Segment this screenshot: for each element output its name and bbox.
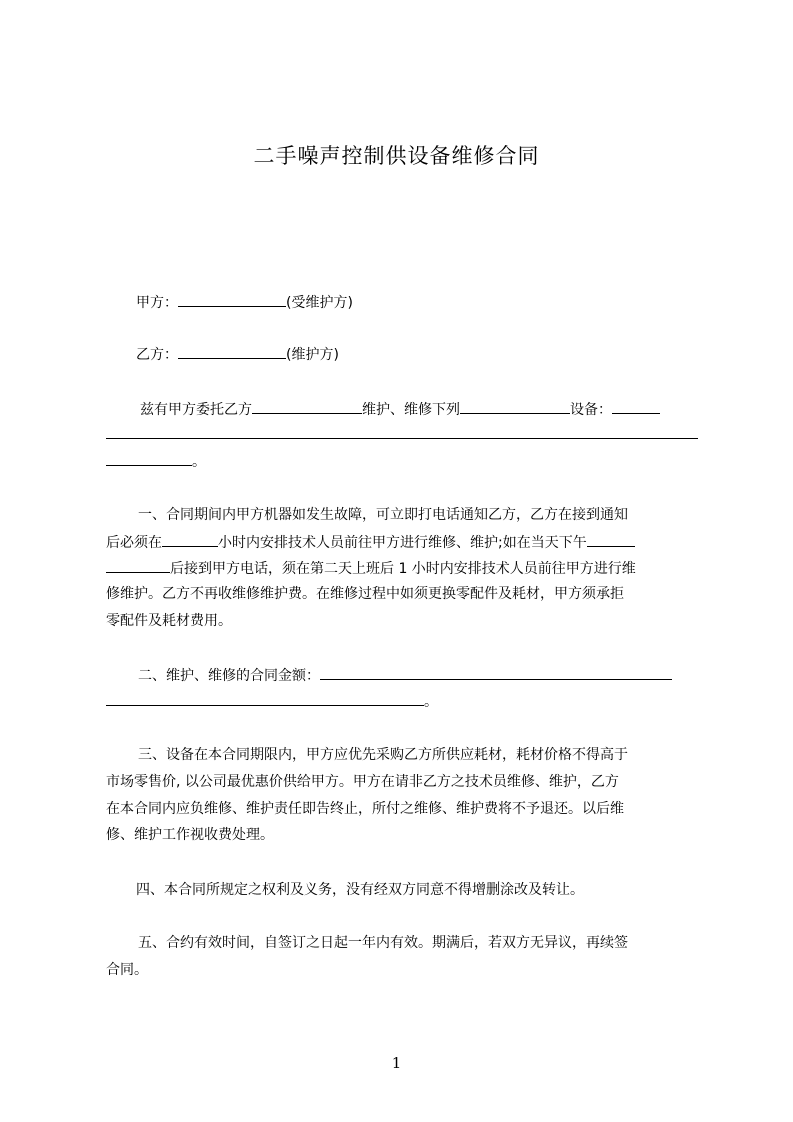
- party-b-blank: [178, 344, 286, 359]
- clause-1-line-3: [106, 558, 636, 579]
- intro-blank-5: [106, 451, 192, 466]
- clause-1-line-2: [106, 532, 635, 553]
- clause-1-time-blank-a: [587, 532, 635, 547]
- clause-1-text-2b: 小时内安排技术人员前往甲方进行维修、维护;如在当天下午: [218, 535, 587, 551]
- clause-3-line-4: 修、维护工作视收费处理。: [106, 827, 274, 843]
- clause-2-amount-blank-b: [106, 691, 424, 706]
- clause-4-line-1: 四、本合同所规定之权利及义务，没有经双方同意不得增删涂改及转让。: [136, 882, 584, 898]
- clause-1-line-1: 一、合同期间内甲方机器如发生故障，可立即打电话通知乙方，乙方在接到通知: [138, 507, 628, 523]
- clause-1-time-blank-b: [106, 558, 170, 573]
- party-a-line: [136, 292, 353, 313]
- clause-2-end: 。: [424, 694, 438, 710]
- clause-2-line-1: [138, 665, 672, 686]
- intro-line-1: [140, 399, 660, 420]
- document-title: 二手噪声控制供设备维修合同: [253, 144, 540, 168]
- clause-3-line-3: 在本合同内应负维修、维护责任即告终止，所付之维修、维护费将不予退还。以后维: [106, 801, 624, 817]
- intro-text-2: 维护、维修下列: [362, 402, 460, 418]
- party-a-label: 甲方：: [136, 295, 178, 311]
- clause-1-hours-blank: [162, 532, 218, 547]
- clause-3-line-2: 市场零售价, 以公司最优惠价供给甲方。甲方在请非乙方之技术员维修、维护，乙方: [106, 774, 619, 790]
- intro-text-1: 兹有甲方委托乙方: [140, 402, 252, 418]
- clause-5-line-2: 合同。: [106, 962, 148, 978]
- clause-1-text-2a: 后必须在: [106, 535, 162, 551]
- clause-5-line-1: 五、合约有效时间，自签订之日起一年内有效。期满后，若双方无异议，再续签: [138, 935, 628, 951]
- party-b-line: [136, 344, 339, 365]
- intro-blank-3: [612, 399, 660, 414]
- intro-blank-1: [252, 399, 362, 414]
- clause-2-line-2: [106, 691, 438, 712]
- intro-line-2: [106, 424, 698, 445]
- clause-1-text-3: 后接到甲方电话，须在第二天上班后 1 小时内安排技术人员前往甲方进行维: [170, 561, 636, 577]
- clause-1-line-4: 修维护。乙方不再收维修维护费。在维修过程中如须更换零配件及耗材，甲方须承拒: [106, 586, 624, 602]
- intro-text-3: 设备：: [570, 402, 612, 418]
- party-b-label: 乙方：: [136, 347, 178, 363]
- clause-1-line-5: 零配件及耗材费用。: [106, 613, 232, 629]
- intro-blank-2: [460, 399, 570, 414]
- clause-3-line-1: 三、设备在本合同期限内，甲方应优先采购乙方所供应耗材，耗材价格不得高于: [138, 747, 628, 763]
- intro-end: 。: [192, 454, 206, 470]
- party-a-note: (受维护方): [286, 295, 353, 311]
- page-number: 1: [391, 1054, 402, 1072]
- intro-blank-4: [106, 424, 698, 439]
- clause-2-amount-blank-a: [320, 665, 672, 680]
- party-b-note: (维护方): [286, 347, 339, 363]
- party-a-blank: [178, 292, 286, 307]
- intro-line-3: [106, 451, 206, 472]
- clause-2-text-1: 二、维护、维修的合同金额：: [138, 668, 320, 684]
